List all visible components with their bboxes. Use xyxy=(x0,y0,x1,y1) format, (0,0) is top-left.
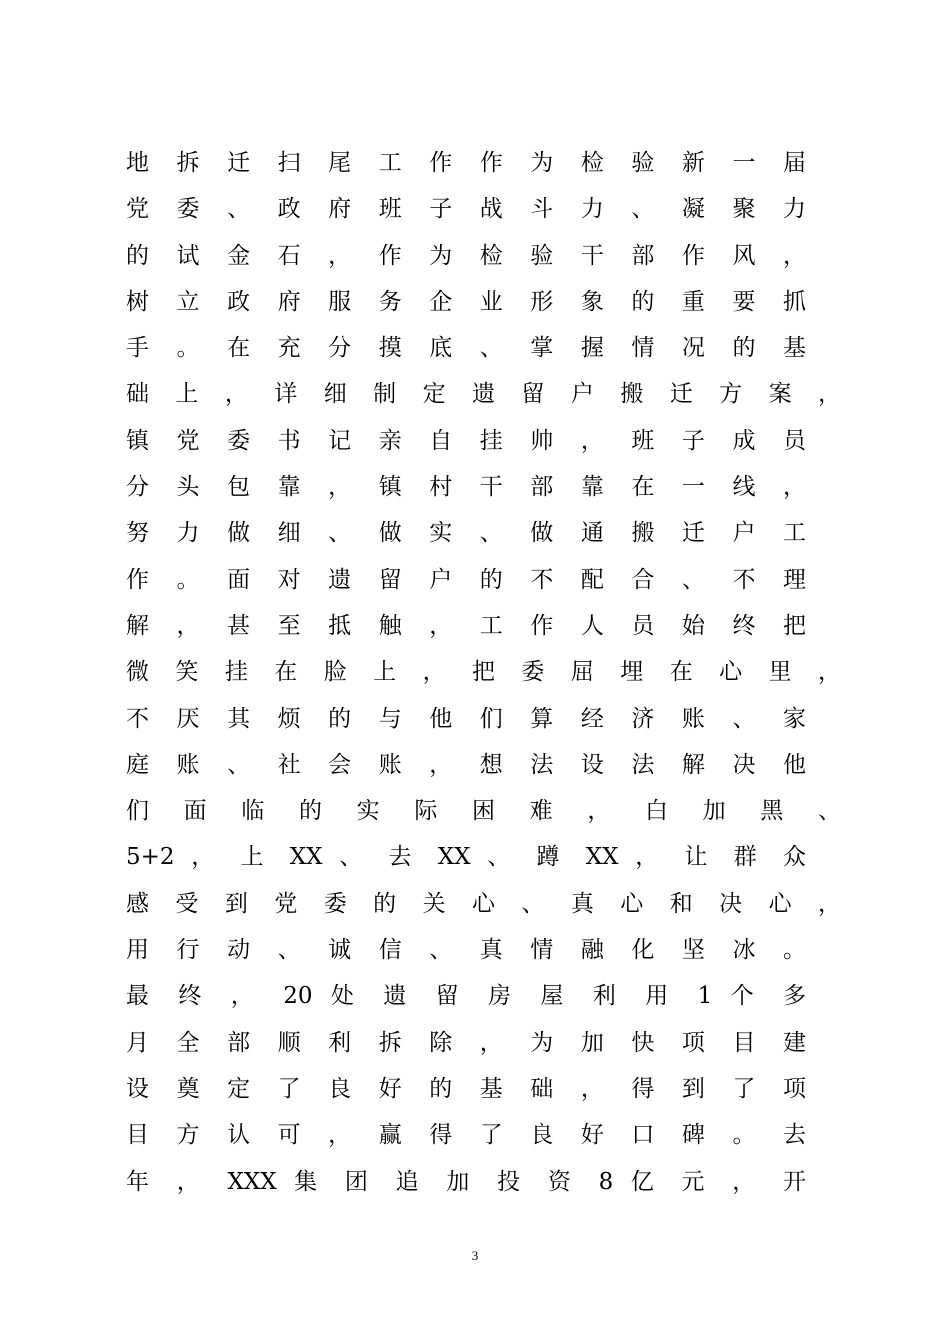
text-line: 设 奠 定 了 良 好 的 基 础 ， 得 到 了 项 xyxy=(126,1075,806,1102)
text-line: 用 行 动 、 诚 信 、 真 情 融 化 坚 冰 。 xyxy=(126,937,806,964)
text-line: 党 委 、 政 府 班 子 战 斗 力 、 凝 聚 力 xyxy=(126,196,806,223)
text-line: 最 终 ， 20 处 遗 留 房 屋 利 用 1 个 多 xyxy=(126,983,806,1010)
text-line: 微 笑 挂 在 脸 上 ， 把 委 屈 埋 在 心 里 ， xyxy=(126,659,841,686)
text-line: 们 面 临 的 实 际 困 难 ， 白 加 黑 、 xyxy=(126,798,841,825)
page-number: 3 xyxy=(471,1248,479,1263)
text-line: 不 厌 其 烦 的 与 他 们 算 经 济 账 、 家 xyxy=(126,705,806,732)
text-line: 努 力 做 细 、 做 实 、 做 通 搬 迁 户 工 xyxy=(126,520,806,547)
text-line: 解 ， 甚 至 抵 触 ， 工 作 人 员 始 终 把 xyxy=(126,612,806,639)
text-line: 庭 账 、 社 会 账 ， 想 法 设 法 解 决 他 xyxy=(126,751,806,778)
text-line: 镇 党 委 书 记 亲 自 挂 帅 ， 班 子 成 员 xyxy=(126,427,806,454)
text-line: 月 全 部 顺 利 拆 除 ， 为 加 快 项 目 建 xyxy=(126,1029,806,1056)
text-line: 分 头 包 靠 ， 镇 村 干 部 靠 在 一 线 ， xyxy=(126,474,806,501)
text-line: 年 ， XXX 集 团 追 加 投 资 8 亿 元 ， 开 xyxy=(126,1168,806,1195)
text-line: 的 试 金 石 ， 作 为 检 验 干 部 作 风 ， xyxy=(126,242,806,269)
body-text xyxy=(126,140,846,1205)
text-line: 树 立 政 府 服 务 企 业 形 象 的 重 要 抓 xyxy=(126,288,806,315)
text-line: 础 上 ， 详 细 制 定 遗 留 户 搬 迁 方 案 ， xyxy=(126,381,841,408)
text-line: 作 。 面 对 遗 留 户 的 不 配 合 、 不 理 xyxy=(126,566,806,593)
text-line: 感 受 到 党 委 的 关 心 、 真 心 和 决 心 ， xyxy=(126,890,841,917)
text-line: 5+2 ， 上 XX 、 去 XX 、 蹲 XX ， 让 群 众 xyxy=(126,844,806,871)
text-line: 手 。 在 充 分 摸 底 、 掌 握 情 况 的 基 xyxy=(126,335,806,362)
text-line: 地 拆 迁 扫 尾 工 作 作 为 检 验 新 一 届 xyxy=(126,150,806,176)
text-line: 目 方 认 可 ， 赢 得 了 良 好 口 碑 。 去 xyxy=(126,1122,806,1149)
